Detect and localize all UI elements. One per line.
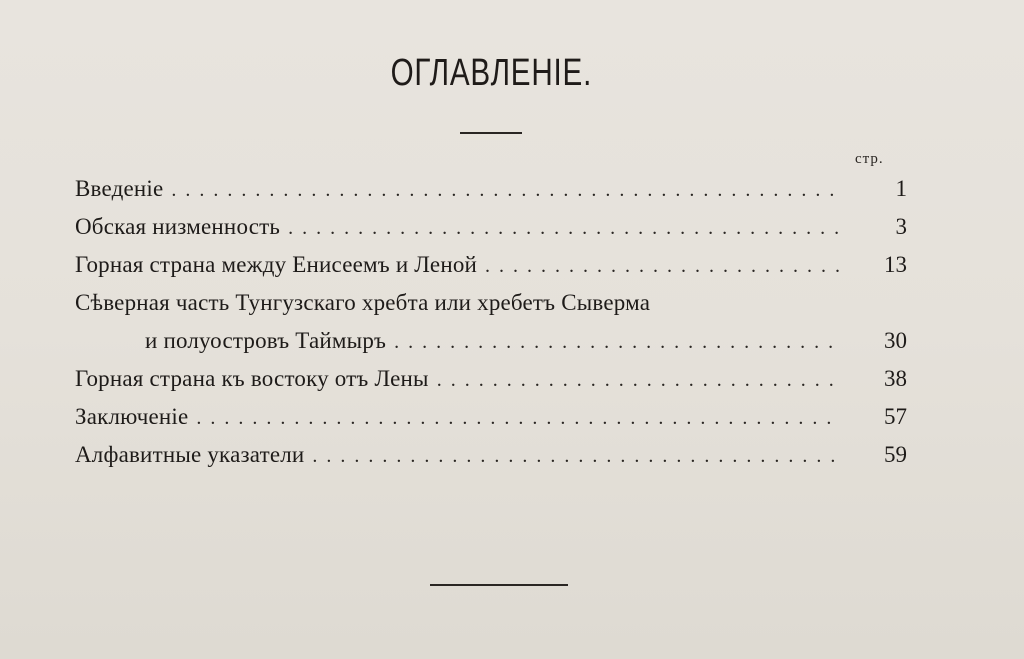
leader-dots bbox=[288, 209, 839, 247]
toc-entry-page: 3 bbox=[895, 214, 907, 239]
toc-entry-page: 30 bbox=[884, 328, 907, 353]
toc-entry bbox=[75, 208, 915, 246]
toc-entry-page: 1 bbox=[895, 176, 907, 201]
leader-dots bbox=[437, 361, 839, 399]
toc-entry bbox=[75, 436, 915, 474]
toc-entry bbox=[75, 170, 915, 208]
toc-entry-label: Введеніе bbox=[75, 176, 164, 201]
leader-dots bbox=[312, 437, 839, 475]
title-divider bbox=[460, 132, 522, 134]
toc-entry bbox=[75, 322, 915, 360]
end-divider bbox=[430, 584, 568, 586]
toc-entry-label: Заключеніе bbox=[75, 404, 189, 429]
page-column-header: стр. bbox=[855, 151, 884, 167]
toc-entry bbox=[75, 246, 915, 284]
leader-dots bbox=[394, 323, 839, 361]
toc-entry bbox=[75, 398, 915, 436]
toc-entry-label: Горная страна къ востоку отъ Лены bbox=[75, 366, 429, 391]
table-of-contents bbox=[75, 170, 915, 474]
toc-entry-label: Сѣверная часть Тунгузскаго хребта или хребетъ Сыверма bbox=[75, 290, 651, 315]
toc-entry-label: Алфавитные указатели bbox=[75, 442, 305, 467]
leader-dots bbox=[485, 247, 839, 285]
toc-entry-page: 59 bbox=[884, 442, 907, 467]
toc-entry-page: 38 bbox=[884, 366, 907, 391]
toc-entry-page: 13 bbox=[884, 252, 907, 277]
toc-entry-page: 57 bbox=[884, 404, 907, 429]
toc-entry-label-continued: и полуостровъ Таймыръ bbox=[145, 328, 387, 353]
page-title: ОГЛАВЛЕНІЕ. bbox=[390, 52, 593, 94]
toc-entry bbox=[75, 360, 915, 398]
toc-entry-label: Обская низменность bbox=[75, 214, 281, 239]
toc-entry-line bbox=[75, 284, 915, 322]
leader-dots bbox=[171, 171, 839, 209]
leader-dots bbox=[196, 399, 839, 437]
toc-entry-label: Горная страна между Енисеемъ и Леной bbox=[75, 252, 478, 277]
